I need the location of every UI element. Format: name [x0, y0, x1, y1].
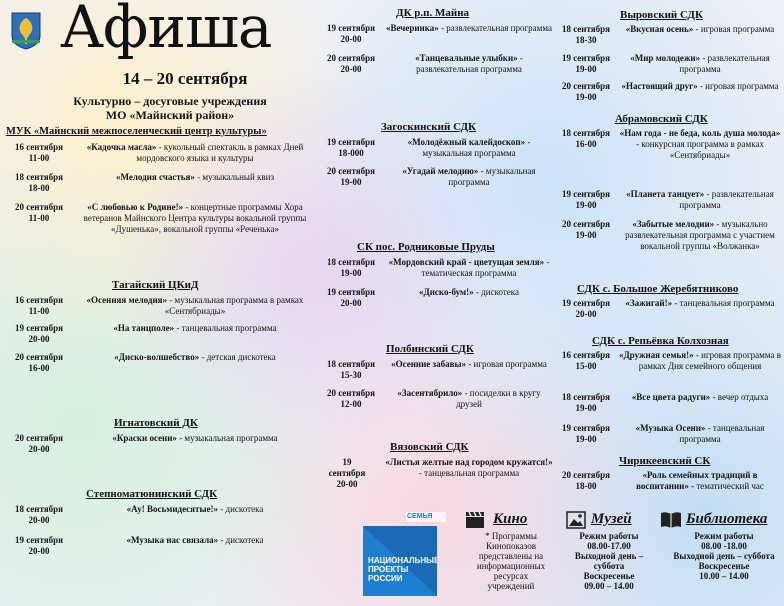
event-desc: - концертные программы Хора ветеранов Майнского Центра культуры вокальной группы «Душенька», вокальной группы «Реченька» — [83, 202, 307, 234]
event-date: 20 сентября — [561, 470, 611, 480]
event-date: 18 сентября — [326, 359, 376, 369]
event-desc: - дискотека — [473, 287, 519, 297]
bib-hours — [672, 531, 776, 581]
event-title: «Нам года - не беда, коль душа молода» — [619, 128, 781, 138]
event-title: «Вечеринка» — [386, 23, 439, 33]
event-title: «Планета танцует» — [626, 189, 705, 199]
event-time: 20-00 — [575, 309, 597, 319]
event-desc: - танцевальная программа — [679, 423, 765, 444]
date-range: 14 – 20 сентября — [122, 69, 248, 88]
event-desc: - развлекательная программа — [416, 53, 523, 74]
event-time: 20-00 — [28, 444, 50, 454]
event-time: 11-00 — [28, 153, 50, 163]
venue-zhereb: СДК с. Большое Жеребятниково — [577, 283, 739, 295]
event-title: «Кадочка масла» — [86, 142, 157, 152]
venue-mayna: ДК р.п. Майна — [396, 7, 470, 19]
event-date: 20 сентября — [326, 53, 376, 63]
event-desc: - игровая программа в рамках Дня семейного общения — [638, 350, 781, 371]
event-date: 16 сентября — [14, 142, 64, 152]
event-date: 16 сентября — [561, 350, 611, 360]
event-desc: - музыкально развлекательная программа с участием вокальной группы «Волжанка» — [625, 219, 775, 251]
event-title: «Музыка Осени» — [635, 423, 706, 433]
national-projects-logo — [360, 512, 455, 600]
event-date: 20 сентября — [326, 388, 376, 398]
event-title: «Зажигай!» — [625, 298, 673, 308]
event-time: 19-00 — [340, 268, 362, 278]
muzei-line1: Режим работы — [579, 531, 639, 541]
event-date: 18 сентября — [561, 392, 611, 402]
event-date: 18 сентября — [14, 172, 64, 182]
event-desc: - музыкальная программа — [448, 166, 536, 187]
event-date: 19 сентября — [561, 189, 611, 199]
event-title: «Ау! Восьмидесятые!» — [126, 504, 218, 514]
museum-picture-icon — [566, 511, 586, 529]
event-time: 16-00 — [28, 363, 50, 373]
event-time: 11-00 — [28, 213, 50, 223]
event-time: 11-00 — [28, 306, 50, 316]
event-time: 19-00 — [575, 92, 597, 102]
event-desc: - танцевальная программа — [174, 323, 277, 333]
event-title: «Настоящий друг» — [621, 81, 698, 91]
event-time: 12-00 — [340, 399, 362, 409]
event-time: 18-00 — [28, 183, 50, 193]
open-book-icon — [660, 511, 682, 529]
muzei-line4: Воскресенье — [583, 571, 635, 581]
event-time: 18-000 — [338, 148, 364, 158]
event-desc: - музыкальный квиз — [194, 172, 275, 182]
bib-line4: Воскресенье — [698, 561, 750, 571]
event-time: 19-00 — [575, 434, 597, 444]
event-desc: - развлекательная программа — [679, 53, 770, 74]
event-date: 19 сентября — [561, 423, 611, 433]
event-title: «Танцевальные улыбки» — [415, 53, 518, 63]
bib-line3: Выходной день – суббота — [673, 551, 775, 561]
muzei-line5: 09.00 – 14.00 — [584, 581, 634, 591]
event-desc: - конкурсная программа в рамках «Сентябриады» — [636, 139, 764, 160]
event-time: 15-30 — [340, 370, 362, 380]
film-clapper-icon — [465, 511, 485, 529]
venue-chirik: Чирикеевский СК — [619, 455, 711, 467]
event-desc: - дискотека — [218, 535, 264, 545]
event-date: 20 сентября — [561, 81, 611, 91]
event-date: 19 сентября — [328, 457, 366, 478]
event-title: «Мордовский край - цветущая земля» — [388, 257, 545, 267]
event-title: «Диско-волшебство» — [114, 352, 200, 362]
event-desc: - музыкальная программа — [422, 137, 531, 158]
event-time: 19-00 — [575, 64, 597, 74]
event-desc: - детская дискотека — [199, 352, 276, 362]
event-desc: - кукольный спектакль в рамках Дней мордовского языка и культуры — [136, 142, 304, 163]
event-title: «Мелодия счастья» — [115, 172, 195, 182]
venue-tagai: Тагайский ЦКиД — [112, 279, 199, 291]
event-desc: - танцевальная программа — [418, 468, 520, 478]
event-title: «Все цвета радуги» — [631, 392, 711, 402]
venue-polbin: Полбинский СДК — [386, 343, 474, 355]
event-time: 20-00 — [28, 515, 50, 525]
event-date: 19 сентября — [326, 137, 376, 147]
event-title: «Забытые мелодии» — [632, 219, 715, 229]
bib-line5: 10.00 – 14.00 — [699, 571, 749, 581]
event-date: 19 сентября — [561, 53, 611, 63]
muzei-label: Музей — [591, 511, 632, 527]
event-title: «Листья желтые над городом кружатся!» — [385, 457, 553, 467]
event-title: «Дружная семья!» — [618, 350, 694, 360]
event-title: «С любовью к Родине!» — [87, 202, 184, 212]
event-desc: - игровая программа — [466, 359, 547, 369]
event-time: 20-00 — [340, 34, 362, 44]
event-title: «Молодёжный калейдоскоп» — [407, 137, 526, 147]
event-date: 16 сентября — [14, 295, 64, 305]
kino-text: * Программы Кинопоказов представлены на информационных ресурсах учреждений — [476, 531, 546, 591]
event-desc: - посиделки в кругу друзей — [456, 388, 541, 409]
event-time: 18-30 — [575, 35, 597, 45]
event-title: «Осенние забавы» — [391, 359, 467, 369]
event-time: 18-00 — [575, 481, 597, 491]
event-time: 19-00 — [575, 200, 597, 210]
venue-stepno: Степноматюнинский СДК — [86, 488, 218, 500]
event-date: 19 сентября — [326, 287, 376, 297]
subtitle-1: Культурно – досуговые учреждения — [73, 94, 267, 108]
event-date: 18 сентября — [326, 257, 376, 267]
event-time: 20-00 — [340, 64, 362, 74]
event-time: 20-00 — [28, 546, 50, 556]
event-time: 19-00 — [340, 177, 362, 187]
event-date: 20 сентября — [14, 433, 64, 443]
event-desc: - танцевальная программа — [672, 298, 775, 308]
venue-rodnik: СК пос. Родниковые Пруды — [357, 241, 495, 253]
event-date: 19 сентября — [326, 23, 376, 33]
event-title: «На танцполе» — [113, 323, 175, 333]
district-emblem — [11, 12, 41, 50]
event-title: «Краски осени» — [112, 433, 177, 443]
event-desc: - тематическая программа — [421, 257, 550, 278]
event-time: 15-00 — [575, 361, 597, 371]
event-desc: - игровая программа — [693, 24, 775, 34]
event-date: 18 сентября — [14, 504, 64, 514]
venue-vyaz: Вязовский СДК — [390, 441, 469, 453]
event-desc: - музыкальная программа в рамках «Сентябриады» — [164, 295, 304, 316]
event-date: 19 сентября — [14, 535, 64, 545]
event-time: 20-00 — [336, 479, 358, 489]
event-title: «Вкусная осень» — [625, 24, 694, 34]
event-title: «Мир молодежи» — [630, 53, 701, 63]
event-desc: - вечер отдыха — [710, 392, 769, 402]
event-time: 19-00 — [575, 403, 597, 413]
event-desc: - игровая программа — [697, 81, 779, 91]
event-date: 19 сентября — [561, 298, 611, 308]
venue-repev: СДК с. Репьёвка Колхозная — [592, 335, 729, 347]
event-date: 18 сентября — [561, 24, 611, 34]
muzei-hours — [560, 531, 658, 591]
event-title: «Засентябрило» — [397, 388, 463, 398]
venue-vyrov: Выровский СДК — [620, 9, 703, 21]
event-title: «Осенняя мелодия» — [86, 295, 168, 305]
event-time: 20-00 — [28, 334, 50, 344]
np-text: НАЦИОНАЛЬНЫЕ ПРОЕКТЫ РОССИИ — [368, 556, 440, 583]
event-date: 20 сентября — [14, 352, 64, 362]
bib-label: Библиотека — [686, 511, 768, 527]
event-date: 20 сентября — [326, 166, 376, 176]
event-time: 16-00 — [575, 139, 597, 149]
muzei-line2: 08.00-17.00 — [587, 541, 631, 551]
event-title: «Угадай мелодию» — [402, 166, 479, 176]
event-title: «Роль семейных традиций в воспитании» — [636, 470, 758, 491]
event-time: 20-00 — [340, 298, 362, 308]
event-date: 20 сентября — [14, 202, 64, 212]
kino-label: Кино — [493, 511, 528, 527]
subtitle-2: МО «Майнский район» — [105, 108, 235, 122]
venue-zagos: Загоскинский СДК — [381, 121, 477, 133]
event-time: 19-00 — [575, 230, 597, 240]
event-title: «Диско-бум!» — [419, 287, 474, 297]
event-date: 18 сентября — [561, 128, 611, 138]
event-desc: - развлекательная программа — [438, 23, 552, 33]
venue-abram: Абрамовский СДК — [615, 113, 708, 125]
event-desc: - развлекательная программа — [679, 189, 774, 210]
event-desc: - тематический час — [688, 481, 764, 491]
muzei-line3: Выходной день – суббота — [574, 551, 644, 571]
event-date: 20 сентября — [561, 219, 611, 229]
bib-line1: Режим работы — [694, 531, 754, 541]
venue-ignat: Игнатовский ДК — [114, 417, 198, 429]
np-semya-label: СЕМЬЯ — [407, 513, 433, 520]
bib-line2: 08.00 -18.00 — [701, 541, 747, 551]
event-desc: - дискотека — [218, 504, 264, 514]
event-title: «Музыка нас связала» — [126, 535, 219, 545]
event-date: 19 сентября — [14, 323, 64, 333]
event-desc: - музыкальная программа — [176, 433, 278, 443]
page-title: Афиша — [60, 0, 272, 61]
venue-muk: МУК «Майнский межпоселенческий центр культуры» — [6, 126, 267, 137]
